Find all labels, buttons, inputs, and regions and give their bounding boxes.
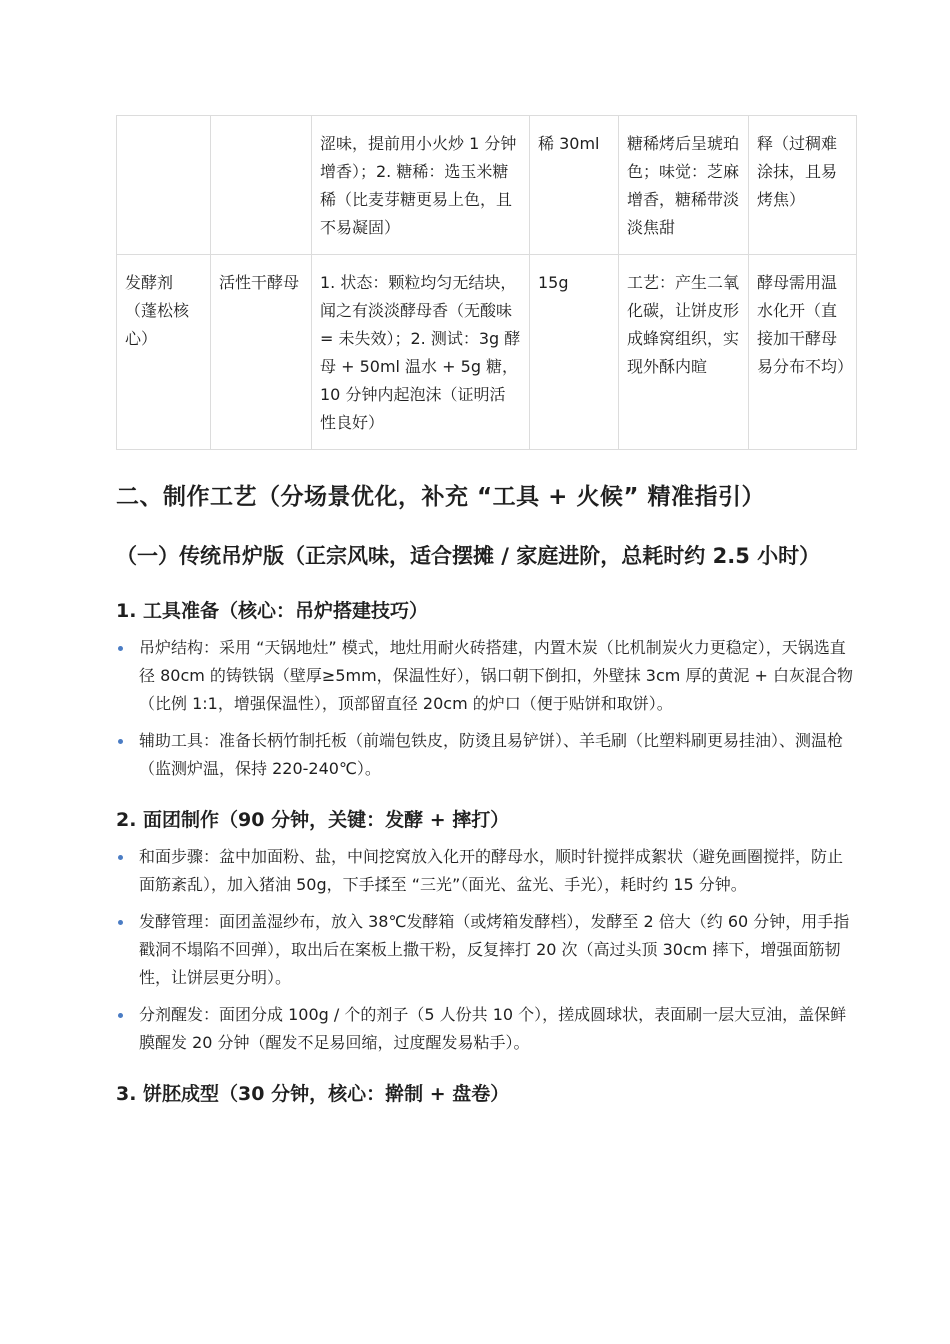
cell-amount: 15g xyxy=(530,255,619,450)
step-heading-shaping: 3. 饼胚成型（30 分钟，核心：擀制 + 盘卷） xyxy=(116,1083,510,1105)
list-item xyxy=(116,634,856,718)
section-heading: 二、制作工艺（分场景优化，补充 “工具 + 火候” 精准指引） xyxy=(116,484,766,510)
bullet-icon xyxy=(118,920,123,925)
bullet-icon xyxy=(118,1013,123,1018)
cell-amount: 稀 30ml xyxy=(530,116,619,255)
list-item-text: 辅助工具：准备长柄竹制托板（前端包铁皮，防烫且易铲饼）、羊毛刷（比塑料刷更易挂油）、测温枪（监测炉温，保持 220-240℃）。 xyxy=(139,731,844,778)
list-item-text: 吊炉结构：采用 “天锅地灶” 模式，地灶用耐火砖搭建，内置木炭（比机制炭火力更稳定），天锅选直径 80cm 的铸铁锅（壁厚≥5mm，保温性好），锅口朝下倒扣，外壁抹 3cm 厚的黄泥 + 白灰混合物（比例 1:1，增强保温性），顶部留直径 20cm 的炉口（便于贴饼和取饼）。 xyxy=(139,638,853,713)
bullet-icon xyxy=(118,855,123,860)
cell-name xyxy=(211,116,312,255)
table-row xyxy=(117,255,857,450)
bullet-list-tools xyxy=(116,634,856,783)
bullet-icon xyxy=(118,739,123,744)
cell-name: 活性干酵母 xyxy=(211,255,312,450)
list-item-text: 和面步骤：盆中加面粉、盐，中间挖窝放入化开的酵母水，顺时针搅拌成絮状（避免画圈搅拌，防止面筋紊乱），加入猪油 50g，下手揉至 “三光”（面光、盆光、手光），耗时约 15 分钟。 xyxy=(139,847,844,894)
cell-category xyxy=(117,116,211,255)
bullet-icon xyxy=(118,646,123,651)
cell-standard: 1. 状态：颗粒均匀无结块，闻之有淡淡酵母香（无酸味 = 未失效）；2. 测试：3g 酵母 + 50ml 温水 + 5g 糖，10 分钟内起泡沫（证明活性良好） xyxy=(312,255,530,450)
table-row xyxy=(117,116,857,255)
step-heading-tools: 1. 工具准备（核心：吊炉搭建技巧） xyxy=(116,600,429,622)
document-page xyxy=(116,115,856,1109)
cell-standard: 涩味，提前用小火炒 1 分钟增香）；2. 糖稀：选玉米糖稀（比麦芽糖更易上色，且不易凝固） xyxy=(312,116,530,255)
cell-effect: 工艺：产生二氧化碳，让饼皮形成蜂窝组织，实现外酥内暄 xyxy=(619,255,749,450)
cell-note: 释（过稠难涂抹，且易烤焦） xyxy=(749,116,857,255)
list-item xyxy=(116,908,856,992)
ingredient-table xyxy=(116,115,857,450)
subsection-heading: （一）传统吊炉版（正宗风味，适合摆摊 / 家庭进阶，总耗时约 2.5 小时） xyxy=(116,544,821,568)
cell-note: 酵母需用温水化开（直接加干酵母易分布不均） xyxy=(749,255,857,450)
list-item xyxy=(116,843,856,899)
list-item xyxy=(116,727,856,783)
cell-effect: 糖稀烤后呈琥珀色；味觉：芝麻增香，糖稀带淡淡焦甜 xyxy=(619,116,749,255)
list-item-text: 分剂醒发：面团分成 100g / 个的剂子（5 人份共 10 个），搓成圆球状，表面刷一层大豆油，盖保鲜膜醒发 20 分钟（醒发不足易回缩，过度醒发易粘手）。 xyxy=(139,1005,847,1052)
list-item xyxy=(116,1001,856,1057)
step-heading-dough: 2. 面团制作（90 分钟，关键：发酵 + 摔打） xyxy=(116,809,510,831)
bullet-list-dough xyxy=(116,843,856,1057)
cell-category: 发酵剂（蓬松核心） xyxy=(117,255,211,450)
list-item-text: 发酵管理：面团盖湿纱布，放入 38℃发酵箱（或烤箱发酵档），发酵至 2 倍大（约 60 分钟，用手指戳洞不塌陷不回弹），取出后在案板上撒干粉，反复摔打 20 次（高过头顶 30cm 摔下，增强面筋韧性，让饼层更分明）。 xyxy=(139,912,850,987)
